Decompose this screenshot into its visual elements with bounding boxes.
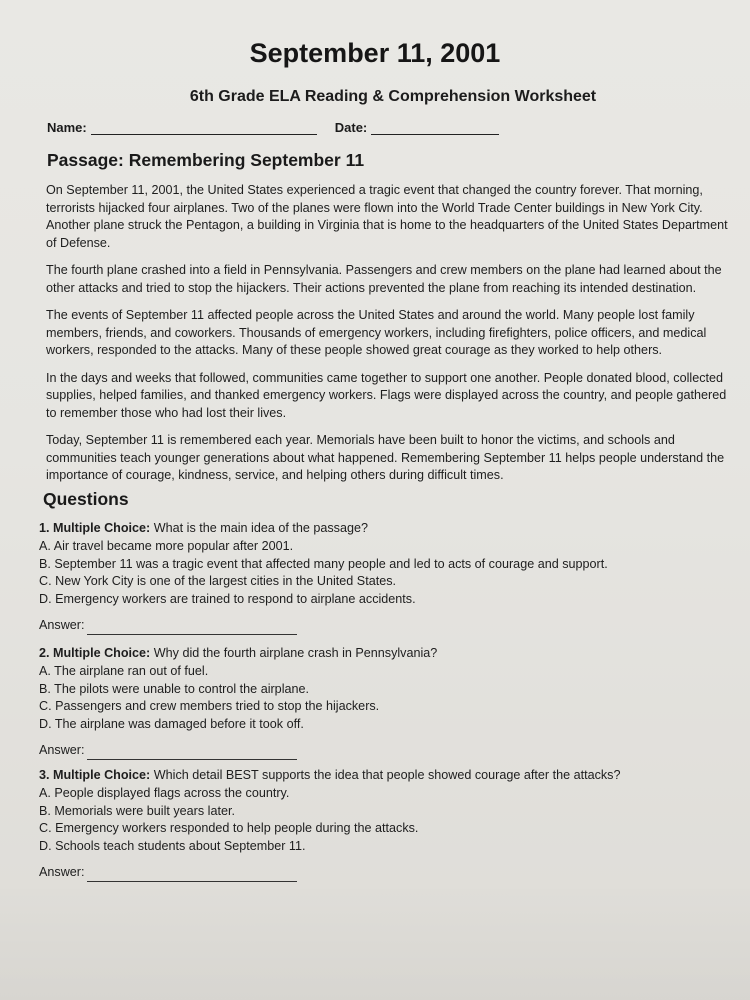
question-stem: [39, 767, 729, 785]
answer-option: C. Passengers and crew members tried to stop the hijackers.: [39, 699, 380, 714]
answer-option: B. Memorials were built years later.: [39, 803, 235, 818]
name-date-row: [47, 120, 499, 135]
answer-option: C. New York City is one of the largest cities in the United States.: [39, 574, 396, 589]
question-label: 3. Multiple Choice:: [39, 768, 151, 782]
answer-label: Answer:: [39, 864, 85, 879]
passage-body: [46, 182, 736, 495]
question-label: 2. Multiple Choice:: [39, 646, 151, 660]
answer-row: [39, 617, 729, 635]
question-text: Which detail BEST supports the idea that people showed courage after the attacks?: [153, 768, 621, 782]
question-1: [39, 520, 729, 635]
question-stem: [39, 645, 729, 663]
question-stem: [39, 520, 729, 538]
answer-label: Answer:: [39, 742, 85, 757]
passage-paragraph: On September 11, 2001, the United States experienced a tragic event that changed the country forever. That morning, terrorists hijacked four airplanes. Two of the planes were flown into the World Trade Center buildings in New York City. Another plane struck the Pentagon, a building in Virginia that is home to the headquarters of the United States Department of Defense.: [46, 183, 728, 250]
questions-heading: Questions: [43, 489, 129, 509]
answer-row: [39, 864, 729, 882]
answer-blank-line[interactable]: [87, 868, 297, 882]
passage-paragraph: In the days and weeks that followed, communities came together to support one another. People donated blood, collected supplies, helped families, and thanked emergency workers. Flags were displayed across the country, and people gathered to remember those who had lost their lives.: [46, 370, 727, 420]
answer-row: [39, 742, 729, 760]
name-label: Name:: [47, 120, 87, 135]
answer-option: A. People displayed flags across the country.: [39, 785, 290, 800]
passage-paragraph: Today, September 11 is remembered each year. Memorials have been built to honor the victims, and schools and communities teach younger generations about what happened. Remembering September 11 helps people understand the importance of courage, kindness, service, and helping others during difficult times.: [46, 433, 725, 482]
worksheet-title: September 11, 2001: [249, 38, 501, 68]
answer-option: D. Emergency workers are trained to respond to airplane accidents.: [39, 592, 416, 607]
question-text: Why did the fourth airplane crash in Pennsylvania?: [153, 646, 438, 660]
question-2: [39, 645, 729, 760]
answer-option: B. The pilots were unable to control the airplane.: [39, 681, 309, 696]
answer-option: D. Schools teach students about September 11.: [39, 839, 306, 854]
paper-shadow: [0, 880, 750, 1000]
answer-blank-line[interactable]: [87, 621, 297, 635]
answer-blank-line[interactable]: [87, 746, 297, 760]
date-blank-line[interactable]: [371, 120, 499, 135]
passage-heading: Passage: Remembering September 11: [47, 150, 365, 170]
passage-paragraph: The events of September 11 affected people across the United States and around the world. Many people lost family members, friends, and coworkers. Thousands of emergency workers, including firefighters, police officers, and medical workers, responded to the attacks. Many of these people showed great courage as they worked to help others.: [46, 308, 707, 357]
answer-option: B. September 11 was a tragic event that affected many people and led to acts of courage and support.: [39, 556, 608, 571]
date-label: Date:: [334, 120, 368, 135]
answer-option: C. Emergency workers responded to help people during the attacks.: [39, 821, 419, 836]
question-text: What is the main idea of the passage?: [153, 521, 368, 535]
passage-paragraph: The fourth plane crashed into a field in Pennsylvania. Passengers and crew members on the plane had learned about the other attacks and tried to stop the hijackers. Their actions prevented the plane from reaching its intended destination.: [46, 263, 722, 295]
answer-label: Answer:: [39, 617, 85, 632]
question-label: 1. Multiple Choice:: [39, 521, 151, 535]
answer-option: A. The airplane ran out of fuel.: [39, 663, 209, 678]
question-3: [39, 767, 729, 882]
worksheet-subtitle: 6th Grade ELA Reading & Comprehension Worksheet: [189, 88, 597, 105]
name-blank-line[interactable]: [91, 120, 317, 135]
answer-option: D. The airplane was damaged before it took off.: [39, 717, 304, 732]
answer-option: A. Air travel became more popular after 2001.: [39, 538, 294, 553]
